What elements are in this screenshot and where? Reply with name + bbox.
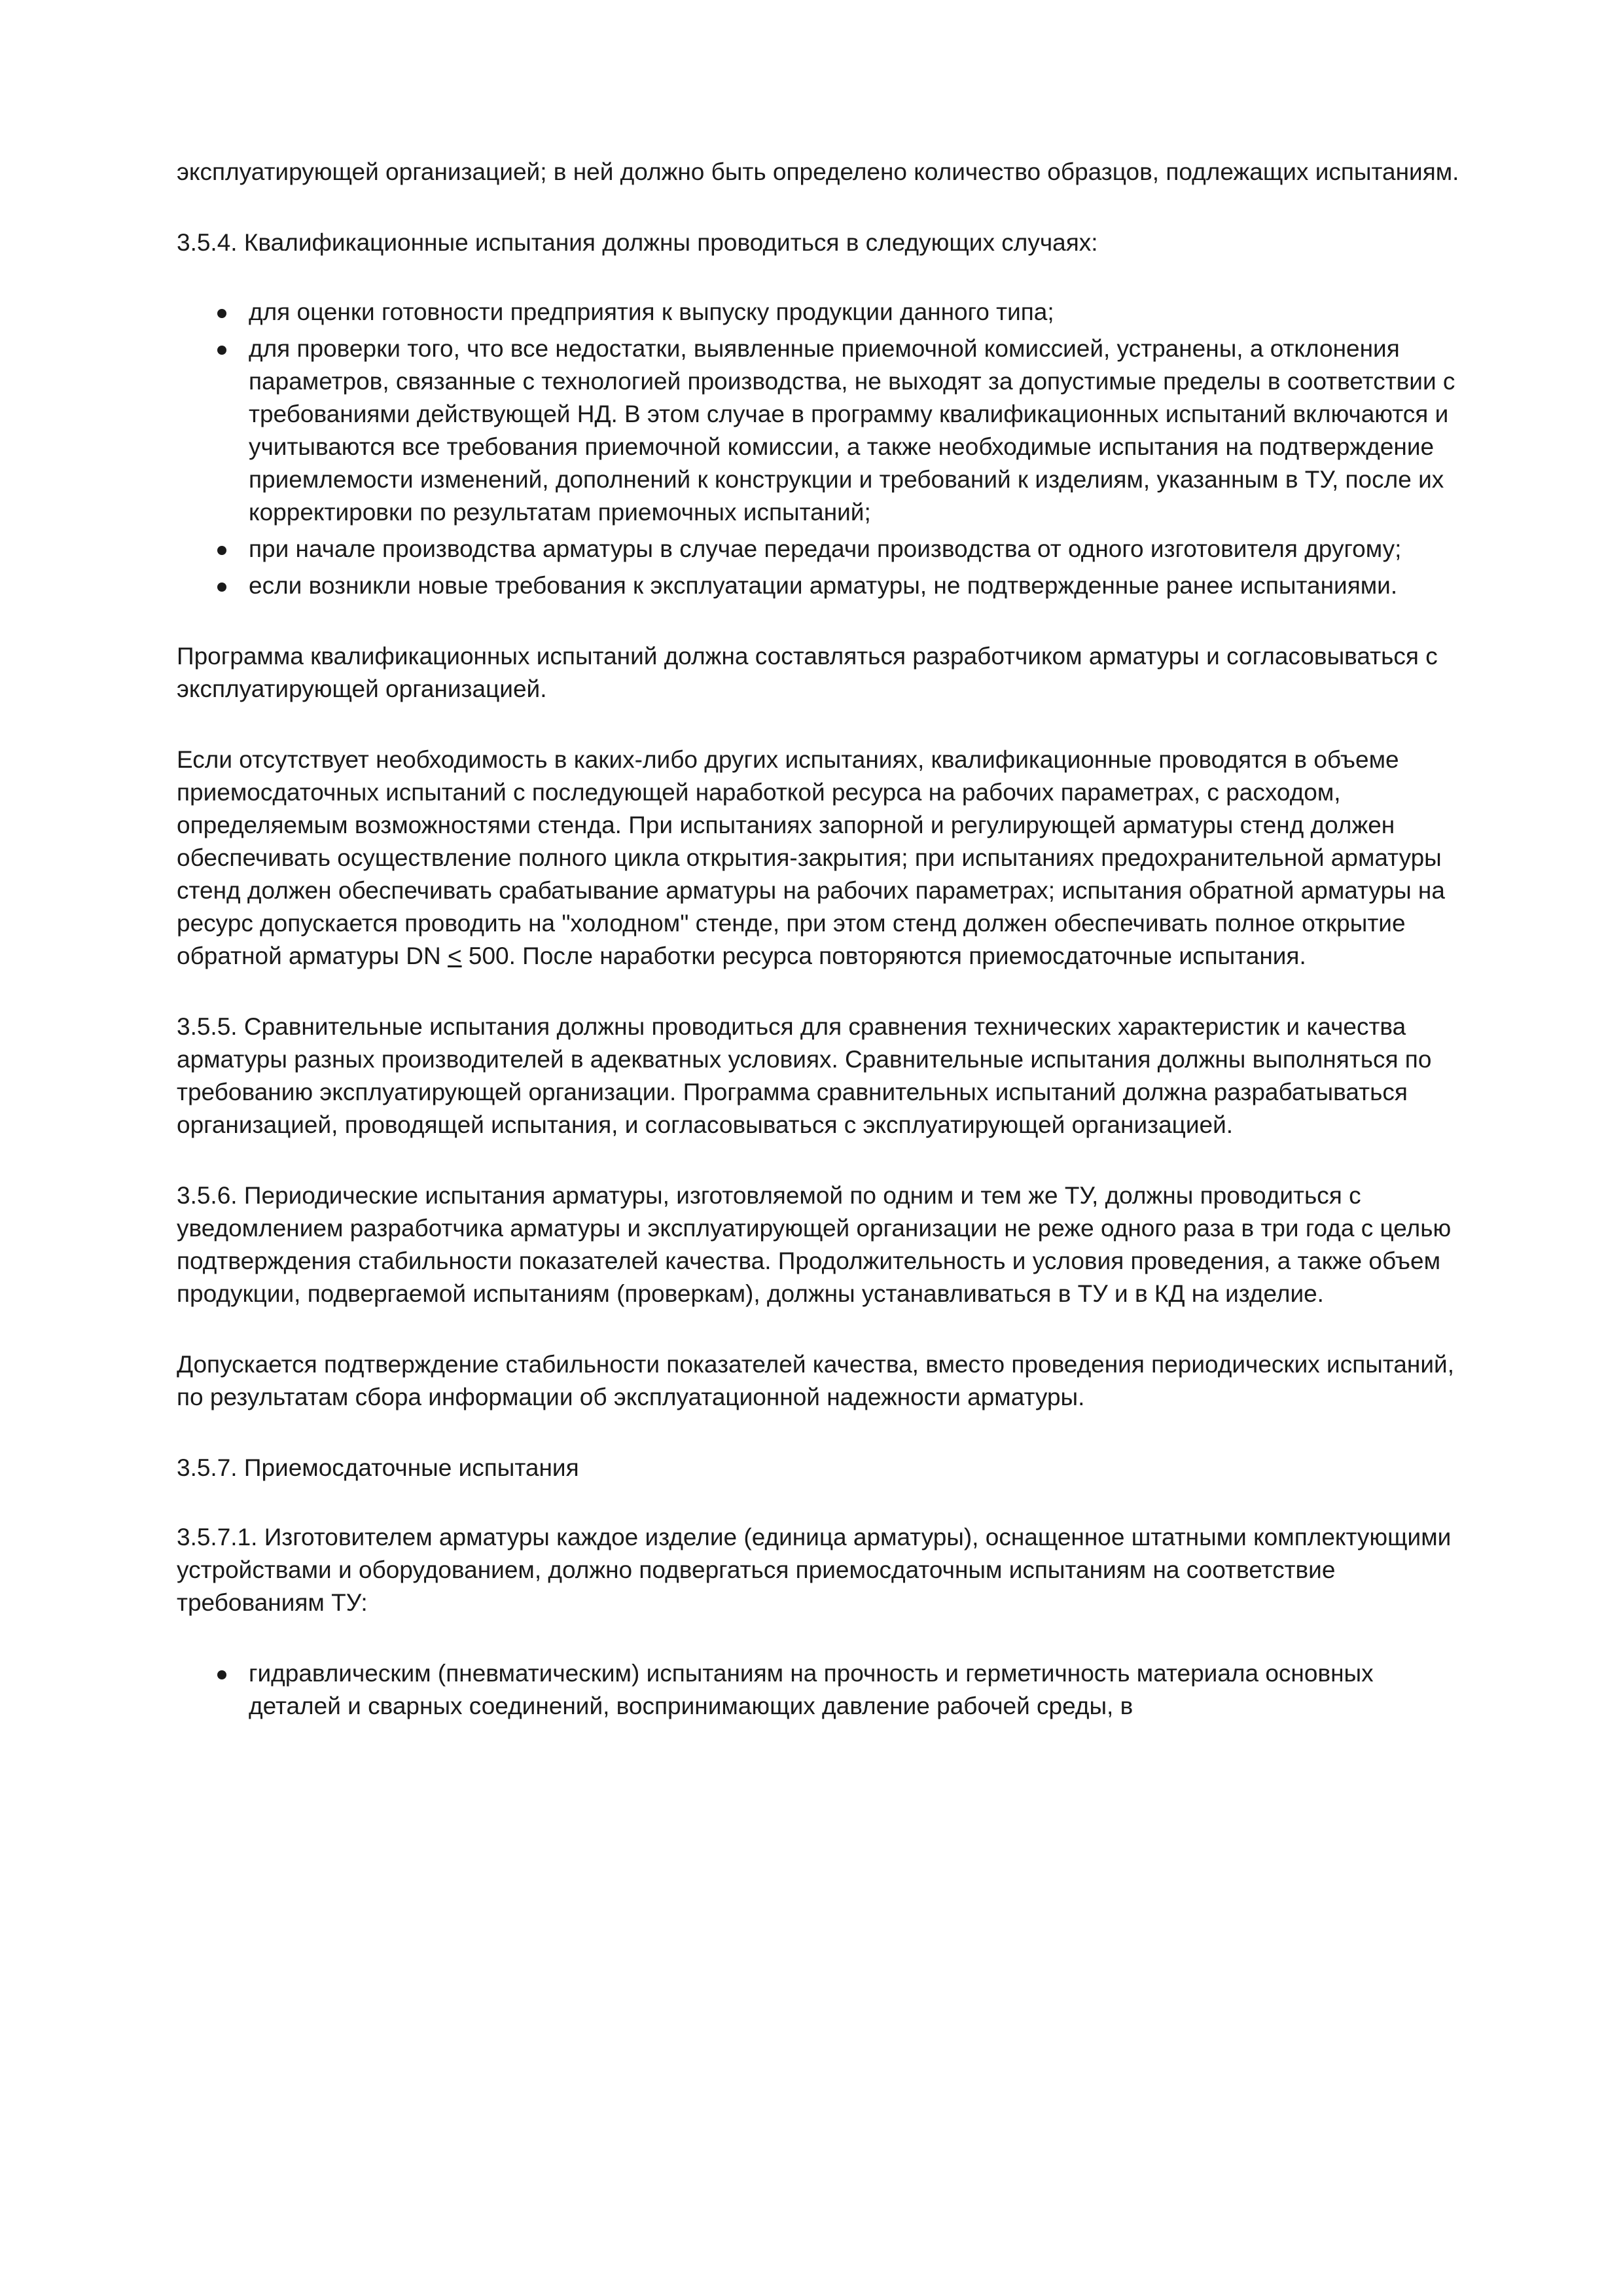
list-item-text: если возникли новые требования к эксплуатации арматуры, не подтвержденные ранее испытаниями. — [249, 572, 1398, 599]
section-3-5-5-paragraph: 3.5.5. Сравнительные испытания должны проводиться для сравнения технических характеристик и качества арматуры разных производителей в адекватных условиях. Сравнительные испытания должны выполняться по требованию эксплуатирующей организации. Программа сравнительных испытаний должна разрабатываться организацией, проводящей испытания, и согласовываться с эксплуатирующей организацией. — [177, 1013, 1432, 1138]
section-3-5-4-heading: 3.5.4. Квалификационные испытания должны проводиться в следующих случаях: — [177, 229, 1098, 256]
scope-text-before: Если отсутствует необходимость в каких-либо других испытаниях, квалификационные проводятся в объеме приемосдаточных испытаний с последующей наработкой ресурса на рабочих параметрах, с расходом, определяемым возможностями стенда. При испытаниях запорной и регулирующей арматуры стенд должен обеспечивать осуществление полного цикла открытия-закрытия; при испытаниях предохранительной арматуры стенд должен обеспечивать срабатывание арматуры на рабочих параметрах; испытания обратной арматуры на ресурс допускается проводить на "холодном" стенде, при этом стенд должен обеспечивать полное открытие обратной арматуры DN — [177, 746, 1445, 969]
section-3-5-6-paragraph: 3.5.6. Периодические испытания арматуры, изготовляемой по одним и тем же ТУ, должны проводиться с уведомлением разработчика арматуры и эксплуатирующей организации не реже одного раза в три года с целью подтверждения стабильности показателей качества. Продолжительность и условия проведения, а также объем продукции, подвергаемой испытаниям (проверкам), должны устанавливаться в ТУ и в КД на изделие. — [177, 1182, 1452, 1307]
list-item — [177, 569, 1459, 602]
list-item — [177, 1657, 1459, 1723]
qualification-cases-list — [177, 296, 1459, 602]
stability-paragraph: Допускается подтверждение стабильности показателей качества, вместо проведения периодических испытаний, по результатам сбора информации об эксплуатационной надежности арматуры. — [177, 1351, 1454, 1410]
scope-text-after: 500. После наработки ресурса повторяются приемосдаточные испытания. — [461, 942, 1306, 969]
list-item-text: гидравлическим (пневматическим) испытаниям на прочность и герметичность материала основных деталей и сварных соединений, воспринимающих давление рабочей среды, в — [249, 1660, 1374, 1719]
section-3-5-7-heading: 3.5.7. Приемосдаточные испытания — [177, 1454, 579, 1481]
bullet-icon — [217, 1670, 226, 1679]
acceptance-tests-list — [177, 1657, 1459, 1723]
list-item-text: при начале производства арматуры в случае передачи производства от одного изготовителя другому; — [249, 535, 1402, 562]
list-item — [177, 296, 1459, 329]
scope-paragraph — [177, 744, 1459, 973]
list-item — [177, 533, 1459, 565]
list-item — [177, 332, 1459, 529]
section-3-5-7-1-paragraph: 3.5.7.1. Изготовителем арматуры каждое изделие (единица арматуры), оснащенное штатными комплектующими устройствами и оборудованием, должно подвергаться приемосдаточным испытаниям на соответствие требованиям ТУ: — [177, 1524, 1452, 1616]
bullet-icon — [217, 309, 226, 318]
list-item-text: для оценки готовности предприятия к выпуску продукции данного типа; — [249, 298, 1054, 325]
list-item-text: для проверки того, что все недостатки, выявленные приемочной комиссией, устранены, а отклонения параметров, связанные с технологией производства, не выходят за допустимые пределы в соответствии с требованиями действующей НД. В этом случае в программу квалификационных испытаний включаются и учитываются все требования приемочной комиссии, а также необходимые испытания на подтверждение приемлемости изменений, дополнений к конструкции и требований к изделиям, указанным в ТУ, после их корректировки по результатам приемочных испытаний; — [249, 335, 1455, 526]
intro-paragraph: эксплуатирующей организацией; в ней должно быть определено количество образцов, подлежащих испытаниям. — [177, 158, 1459, 185]
document-page — [177, 156, 1459, 1761]
bullet-icon — [217, 583, 226, 592]
program-paragraph: Программа квалификационных испытаний должна составляться разработчиком арматуры и согласовываться с эксплуатирующей организацией. — [177, 643, 1438, 702]
bullet-icon — [217, 346, 226, 355]
less-equal-symbol: < — [448, 942, 462, 969]
bullet-icon — [217, 546, 226, 555]
